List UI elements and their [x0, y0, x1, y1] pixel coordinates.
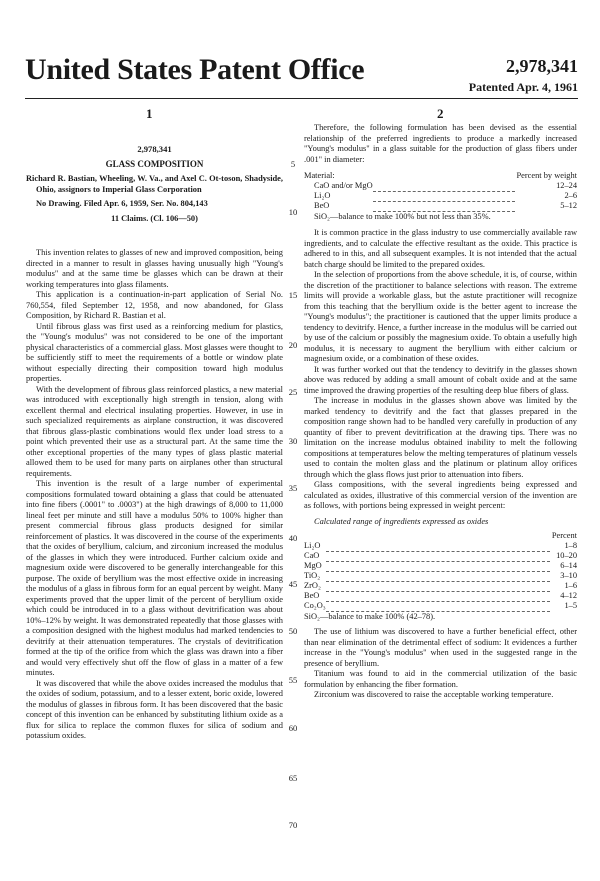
- line-number: 30: [288, 436, 298, 446]
- table-row: TiO₂ 3–10: [304, 571, 577, 580]
- table-row: Co₂O₃ 1–5: [304, 601, 577, 610]
- table-balance: SiO₂—balance to make 100% (42–78).: [304, 611, 436, 621]
- paragraph: It is common practice in the glass industry to use commercially available raw ingredients, and to calculate the effective resultant as the oxide. This practice is adhered to in this, and all subsequent examples. It is not intended that the actual batch charge should be limited to the prepared oxides.: [304, 228, 577, 269]
- paragraph: This application is a continuation-in-part application of Serial No. 760,554, filed September 12, 1958, and now abandoned, for Glass Composition, by Richard R. Bastian et al.: [26, 290, 283, 320]
- line-number: 55: [288, 675, 298, 685]
- table-row: BeO 4–12: [304, 591, 577, 600]
- table-row: CaO and/or MgO 12–24: [314, 181, 577, 190]
- line-number: 70: [288, 820, 298, 830]
- filing-info: No Drawing. Filed Apr. 6, 1959, Ser. No. 804,143: [36, 199, 208, 208]
- table-caption: Calculated range of ingredients expressed as oxides: [314, 516, 489, 526]
- paragraph: This invention relates to glasses of new and improved composition, being directed in a manner to result in glasses having unusually high "Young's modulus" and at the same time be glasses which can be drawn at their working temperatures into glass filaments.: [26, 248, 283, 289]
- header-rule: [25, 98, 578, 99]
- table-row: CaO 10–20: [304, 551, 577, 560]
- oxide-table: [304, 531, 577, 622]
- line-number: 10: [288, 207, 298, 217]
- line-number: 40: [288, 533, 298, 543]
- paragraph: Until fibrous glass was first used as a reinforcing medium for plastics, the "Young's modulus" was not considered to be one of the important physical characteristics of a commercial glass. Most glasses were thought to be sufficiently stiff to meet the requirements of a bottle or window plate without especially directing their composition toward high modulus properties.: [26, 321, 283, 383]
- table-row: MgO 6–14: [304, 561, 577, 570]
- paragraph: It was discovered that while the above oxides increased the modulus that the oxides of sodium, potassium, and to a lesser extent, boric oxide, lowered the modulus of glasses in fibrous form. It has been discovered that the basic concept of this invention can be enhanced by substituting lithium oxide as a flux for silica to replace the common fluxes for silica of sodium and potassium oxides.: [26, 678, 283, 740]
- table-row: Li₂O 1–8: [304, 541, 577, 550]
- line-number: 5: [290, 159, 296, 169]
- table-balance: SiO₂—balance to make 100% but not less than 35%.: [314, 211, 491, 221]
- table-header-percent: Percent: [551, 531, 577, 540]
- invention-title: GLASS COMPOSITION: [105, 158, 204, 169]
- paragraph: It was further worked out that the tendency to devitrify in the glasses shown above was reduced by adding a small amount of cobalt oxide and at the same time improved the drawing properties of the resulting deep blue fibers of glass.: [304, 364, 577, 395]
- paragraph: The increase in modulus in the glasses shown above was limited by the marked tendency to devitrify and the fact that glasses prepared in the composition range shown had to be handled very carefully in production of any quantity of fiber to prevent devitrification at the drawing tips. There was no limitation on the increase modulus obtained inability to melt the following compositions at temperatures below the melting temperatures of platinum vessels used to contain the molten glass and the platinum or platinum alloy orifices through which the glass flows just prior to attenuation into fibers.: [304, 396, 577, 479]
- line-number: 25: [288, 387, 298, 397]
- line-number: 35: [288, 483, 298, 493]
- office-title: United States Patent Office: [25, 53, 365, 86]
- composition-table: [304, 171, 577, 222]
- paragraph: Glass compositions, with the several ingredients being expressed and calculated as oxides, illustrative of this commercial version of the invention are as follows, with portions being expressed in weight percent:: [304, 480, 577, 510]
- table-row: BeO 5–12: [314, 201, 577, 210]
- claims-info: 11 Claims. (Cl. 106—50): [111, 213, 198, 223]
- table-row: ZrO₂ 1–6: [304, 581, 577, 590]
- table-header-percent: Percent by weight: [516, 171, 577, 180]
- paragraph: The use of lithium was discovered to have a further beneficial effect, other than near elimination of the detrimental effect of sodium: It evidences a further increase in the "Young's modulus" when used in the suggested range in the presence of beryllium.: [304, 627, 577, 668]
- table-row: Li₂O 2–6: [314, 191, 577, 200]
- paragraph: Titanium was found to aid in the commercial utilization of the basic formulation by enhancing the fiber formation.: [304, 669, 577, 689]
- patent-number: 2,978,341: [506, 56, 578, 76]
- paragraph: With the development of fibrous glass reinforced plastics, a new material was introduced with exceptionally high strength in tension, along with excellent thermal and electrical insulating properties. However, in use in such specialized requirements as airplane construction, it was discovered that fibrous glass-plastic combinations would flex under load stress to a point which prevented their use as a structural part. At the same time the other exceptional properties of the many types of glass plastic material allowed them to be used for many parts on airplanes other than structural requirements.: [26, 384, 283, 478]
- left-column: [26, 144, 283, 742]
- paragraph: In the selection of proportions from the above schedule, it is, of course, within the discretion of the practitioner to balance selections with reason. The extreme limits will provide a workable glass, but the astute practitioner will recognize from this teaching that the beryllium oxide is the better agent to increase the "Young's modulus"; the practitioner is cautioned that the upper limits produce a tendency to devitrify. Hence, a further increase in the modulus will be carried out by use of the calcium or possibly the magnesium oxide. To obtain a usefully high modulus, it is necessary to augment the beryllium with either calcium or magnesium oxide, or a combination of these oxides.: [304, 270, 577, 363]
- line-number: 20: [288, 340, 298, 350]
- column-number-left: 1: [146, 106, 153, 121]
- line-number: 65: [288, 773, 298, 783]
- patent-date: Patented Apr. 4, 1961: [468, 80, 578, 94]
- paragraph: Zirconium was discovered to raise the acceptable working temperature.: [314, 690, 554, 699]
- paragraph: Therefore, the following formulation has been devised as the essential relationship of the preferred ingredients to produce a markedly increased "Young's modulus" in a glass suitable for the production of glass fibers under .001" in diameter:: [304, 123, 577, 164]
- line-number: 45: [288, 579, 298, 589]
- line-number: 15: [288, 290, 298, 300]
- table-header-material: Material:: [304, 171, 335, 180]
- right-column: [304, 123, 577, 701]
- column-number-right: 2: [437, 106, 444, 121]
- line-number: 60: [288, 723, 298, 733]
- inventors: Richard R. Bastian, Wheeling, W. Va., and Axel C. Ot-toson, Shadyside, Ohio, assignors to Imperial Glass Corporation: [26, 174, 283, 194]
- line-number: 50: [288, 626, 298, 636]
- left-patent-number: 2,978,341: [137, 144, 172, 154]
- paragraph: This invention is the result of a large number of experimental compositions formulated toward obtaining a glass that could be attenuated into fine fibers (.0001" to .0003") at the high drawings of 8,000 to 11,000 lineal feet per minute and still have a modulus 50% to 100% higher than present commercial fibrous glass products designed for similar reinforcement of plastics. It was discovered in the course of the experiments that the oxides of beryllium, calcium, and zirconium increased the modulus of the glasses in which they were introduced. Further calcium oxide and magnesium oxide were discovered to be generally interchangeable for this purpose. The oxide of beryllium was the most effective oxide in increasing the modulus of a glass in fibrous form for an equal percent by weight. Many experiments proved that the upper limit of the percent of beryllium oxide which could be introduced in to a glass without devitrification was about 10%–12% by weight. It was demonstrated repeatedly that those glasses with a composition designed with the highest modulus had marked tendencies to devitrify at their attenuation temperatures. The crystals of devitrification formed at the tip of the orifice from which the glass was drawn into a fiber and would very effectively shut off the flow of glass in a matter of a few minutes.: [26, 479, 283, 677]
